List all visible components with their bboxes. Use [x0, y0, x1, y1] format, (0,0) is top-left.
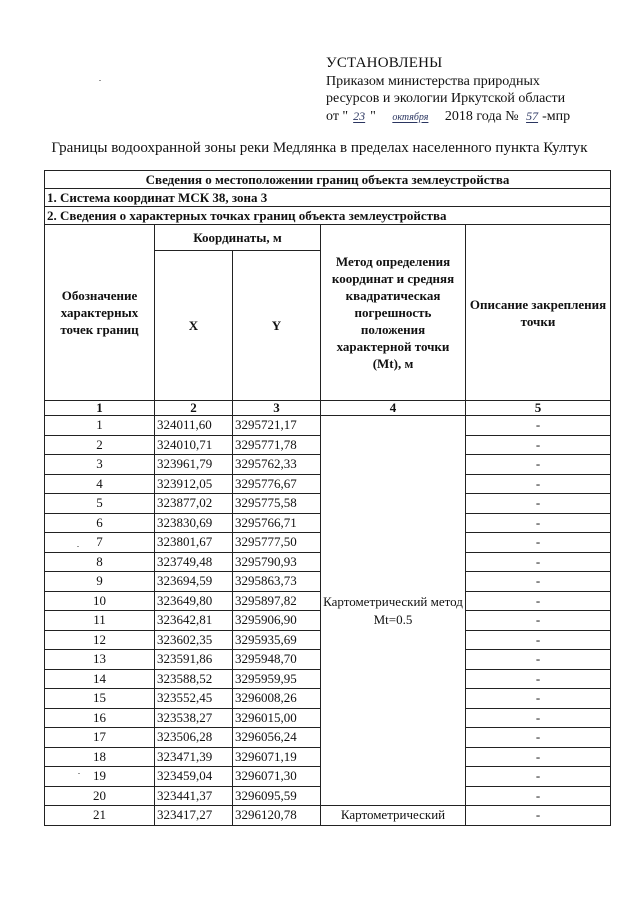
point-description: -	[466, 552, 611, 572]
point-description: -	[466, 533, 611, 553]
document-title: Границы водоохранной зоны реки Медлянка в пределах населенного пункта Култук	[51, 140, 588, 156]
column-number: 3	[233, 401, 321, 416]
coord-y: 3296071,30	[233, 767, 321, 787]
column-number: 1	[45, 401, 155, 416]
coord-y: 3295863,73	[233, 572, 321, 592]
point-description: -	[466, 767, 611, 787]
coord-x: 323417,27	[155, 806, 233, 826]
coordinate-system: 1. Система координат МСК 38, зона 3	[45, 189, 611, 207]
coord-y: 3296015,00	[233, 708, 321, 728]
point-number: 16	[45, 708, 155, 728]
coord-x: 324010,71	[155, 435, 233, 455]
point-number: 2	[45, 435, 155, 455]
point-description: -	[466, 786, 611, 806]
coord-y: 3296056,24	[233, 728, 321, 748]
point-number: 7	[45, 533, 155, 553]
date-prefix: от "	[326, 108, 349, 124]
coord-x: 323506,28	[155, 728, 233, 748]
column-number: 2	[155, 401, 233, 416]
coord-x: 323538,27	[155, 708, 233, 728]
coord-y: 3295762,33	[233, 455, 321, 475]
coord-x: 323459,04	[155, 767, 233, 787]
column-number: 4	[321, 401, 466, 416]
section-header: Сведения о местоположении границ объекта землеустройства	[45, 171, 611, 189]
date-sep: "	[370, 108, 376, 124]
col-header-desc: Описание закрепления точки	[466, 225, 611, 401]
point-description: -	[466, 572, 611, 592]
point-number: 12	[45, 630, 155, 650]
boundary-points-table	[44, 170, 611, 826]
coord-y: 3295906,90	[233, 611, 321, 631]
point-number: 13	[45, 650, 155, 670]
scan-speck	[78, 773, 80, 774]
method-cell: Картометрический метод Mt=0.5	[321, 416, 466, 806]
coord-x: 323588,52	[155, 669, 233, 689]
point-description: -	[466, 806, 611, 826]
col-header-y: Y	[233, 251, 321, 401]
coord-y: 3295775,58	[233, 494, 321, 514]
point-number: 5	[45, 494, 155, 514]
coord-x: 323801,67	[155, 533, 233, 553]
coord-y: 3295766,71	[233, 513, 321, 533]
point-number: 9	[45, 572, 155, 592]
coord-y: 3295948,70	[233, 650, 321, 670]
coord-y: 3296120,78	[233, 806, 321, 826]
approval-title: УСТАНОВЛЕНЫ	[326, 55, 443, 71]
column-number: 5	[466, 401, 611, 416]
point-description: -	[466, 435, 611, 455]
point-description: -	[466, 455, 611, 475]
point-number: 3	[45, 455, 155, 475]
point-number: 6	[45, 513, 155, 533]
coord-y: 3296095,59	[233, 786, 321, 806]
coord-x: 323912,05	[155, 474, 233, 494]
column-numbers-row	[45, 401, 611, 416]
point-description: -	[466, 474, 611, 494]
coord-y: 3296008,26	[233, 689, 321, 709]
coord-y: 3295935,69	[233, 630, 321, 650]
point-description: -	[466, 630, 611, 650]
coord-x: 323877,02	[155, 494, 233, 514]
point-number: 10	[45, 591, 155, 611]
coord-y: 3295771,78	[233, 435, 321, 455]
date-year: 2018 года №	[444, 108, 519, 124]
coord-x: 323749,48	[155, 552, 233, 572]
point-number: 21	[45, 806, 155, 826]
point-description: -	[466, 689, 611, 709]
point-number: 15	[45, 689, 155, 709]
point-description: -	[466, 669, 611, 689]
approval-date-line	[326, 108, 626, 127]
point-description: -	[466, 708, 611, 728]
coord-x: 323602,35	[155, 630, 233, 650]
points-section-title: 2. Сведения о характерных точках границ объекта землеустройства	[45, 207, 611, 225]
coord-x: 323591,86	[155, 650, 233, 670]
coord-x: 323649,80	[155, 591, 233, 611]
coord-x: 323961,79	[155, 455, 233, 475]
point-number: 11	[45, 611, 155, 631]
scan-speck	[77, 546, 79, 547]
point-description: -	[466, 494, 611, 514]
date-day: 23	[353, 108, 366, 123]
table-row	[45, 416, 611, 436]
point-number: 4	[45, 474, 155, 494]
order-number: 57	[526, 108, 539, 123]
table-row	[45, 806, 611, 826]
point-description: -	[466, 416, 611, 436]
coord-y: 3295959,95	[233, 669, 321, 689]
coord-x: 323830,69	[155, 513, 233, 533]
coord-y: 3295897,82	[233, 591, 321, 611]
approval-line-2: ресурсов и экологии Иркутской области	[326, 91, 566, 106]
coord-x: 323694,59	[155, 572, 233, 592]
point-description: -	[466, 591, 611, 611]
point-description: -	[466, 728, 611, 748]
point-description: -	[466, 513, 611, 533]
point-description: -	[466, 650, 611, 670]
date-month: октября	[392, 111, 429, 123]
approval-block	[326, 55, 626, 126]
coord-x: 324011,60	[155, 416, 233, 436]
point-number: 14	[45, 669, 155, 689]
scan-speck	[99, 80, 101, 81]
coord-x: 323642,81	[155, 611, 233, 631]
point-number: 1	[45, 416, 155, 436]
coord-x: 323552,45	[155, 689, 233, 709]
approval-line-1: Приказом министерства природных	[326, 73, 540, 89]
coord-y: 3296071,19	[233, 747, 321, 767]
coord-y: 3295777,50	[233, 533, 321, 553]
col-header-coords: Координаты, м	[155, 225, 321, 251]
point-number: 8	[45, 552, 155, 572]
point-number: 19	[45, 767, 155, 787]
point-number: 17	[45, 728, 155, 748]
point-number: 20	[45, 786, 155, 806]
point-description: -	[466, 611, 611, 631]
col-header-x: X	[155, 251, 233, 401]
order-suffix: -мпр	[542, 108, 571, 124]
point-description: -	[466, 747, 611, 767]
coord-x: 323471,39	[155, 747, 233, 767]
coord-x: 323441,37	[155, 786, 233, 806]
coord-y: 3295790,93	[233, 552, 321, 572]
point-number: 18	[45, 747, 155, 767]
col-header-point: Обозначение характерных точек границ	[45, 225, 155, 401]
col-header-method: Метод определения координат и средняя квадратическая погрешность положения характерной точки (Mt), м	[321, 225, 466, 401]
method-cell-last: Картометрический	[321, 806, 466, 826]
coord-y: 3295776,67	[233, 474, 321, 494]
coord-y: 3295721,17	[233, 416, 321, 436]
